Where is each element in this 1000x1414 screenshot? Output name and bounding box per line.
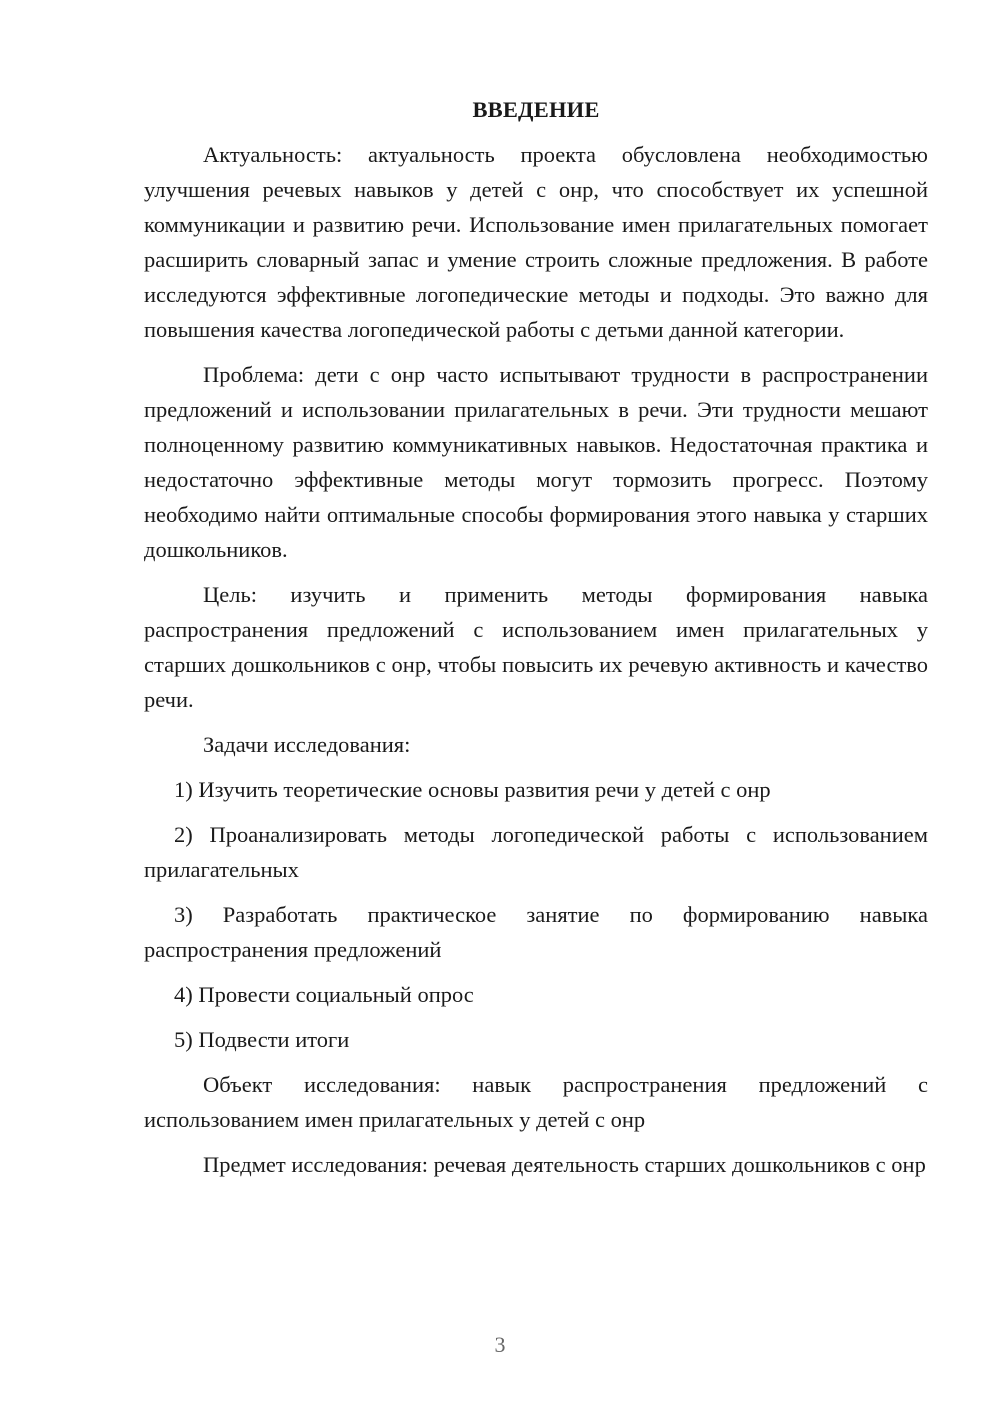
section-title: ВВЕДЕНИЕ (472, 97, 600, 122)
subject-paragraph: Предмет исследования: речевая деятельность старших дошкольников с онр (203, 1152, 926, 1177)
relevance-paragraph: Актуальность: актуальность проекта обусловлена необходимостью улучшения речевых навыков у детей с онр, что способствует их успешной коммуникации и развитию речи. Использование имен прилагательных помогает расширить словарный запас и умение строить сложные предложения. В работе исследуются эффективные логопедические методы и подходы. Это важно для повышения качества логопедической работы с детьми данной категории. (144, 142, 928, 342)
goal-paragraph: Цель: изучить и применить методы формирования навыка распространения предложений с использованием имен прилагательных у старших дошкольников с онр, чтобы повысить их речевую активность и качество речи. (144, 582, 928, 712)
task-item: 2) Проанализировать методы логопедической работы с использованием прилагательных (144, 822, 928, 882)
object-paragraph: Объект исследования: навык распространения предложений с использованием имен прилагательных у детей с онр (144, 1072, 928, 1132)
task-item: 1) Изучить теоретические основы развития речи у детей с онр (174, 777, 771, 802)
tasks-heading: Задачи исследования: (203, 732, 411, 757)
page-number: 3 (494, 1332, 506, 1357)
task-item: 5) Подвести итоги (174, 1027, 350, 1052)
task-item: 4) Провести социальный опрос (174, 982, 474, 1007)
task-item: 3) Разработать практическое занятие по формированию навыка распространения предложений (144, 902, 928, 962)
problem-paragraph: Проблема: дети с онр часто испытывают трудности в распространении предложений и использовании прилагательных в речи. Эти трудности мешают полноценному развитию коммуникативных навыков. Недостаточная практика и недостаточно эффективные методы могут тормозить прогресс. Поэтому необходимо найти оптимальные способы формирования этого навыка у старших дошкольников. (144, 362, 928, 562)
document-page (144, 92, 928, 1192)
